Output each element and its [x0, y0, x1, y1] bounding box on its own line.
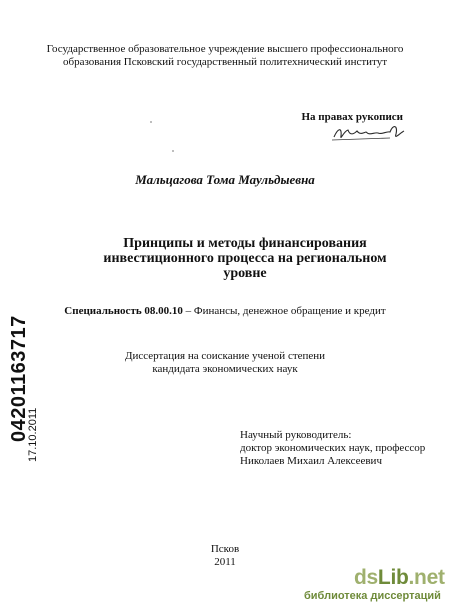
specialty-line [0, 305, 450, 317]
supervisor-block [240, 429, 425, 468]
specialty-label: Специальность 08.00.10 [64, 305, 183, 317]
institution-header [0, 43, 450, 69]
watermark-part-1: ds [354, 566, 378, 589]
stamp-number: 04201163717 [8, 315, 30, 442]
manuscript-rights-label: На правах рукописи [301, 111, 403, 123]
signature-image [330, 122, 408, 144]
supervisor-heading: Научный руководитель: [240, 429, 352, 441]
watermark-logo [354, 566, 445, 590]
scan-speck [172, 150, 174, 152]
degree-statement [0, 350, 450, 376]
scan-speck [150, 121, 152, 123]
dissertation-title [95, 236, 395, 281]
title-line-2: инвестиционного процесса на региональном [103, 251, 387, 266]
stamp-date: 17.10.2011 [27, 407, 39, 462]
institution-line-2: образования Псковский государственный политехнический институт [63, 56, 387, 68]
year: 2011 [214, 556, 236, 568]
city: Псков [210, 543, 240, 555]
supervisor-degree: доктор экономических наук, профессор [240, 442, 426, 454]
watermark-subtitle: библиотека диссертаций [304, 590, 441, 602]
degree-line-1: Диссертация на соискание ученой степени [124, 350, 326, 362]
watermark-part-2: Lib [377, 566, 409, 589]
supervisor-name: Николаев Михаил Алексеевич [240, 455, 382, 467]
title-line-1: Принципы и методы финансирования [123, 236, 367, 251]
institution-line-1: Государственное образовательное учреждение высшего профессионального [46, 43, 404, 55]
author-name: Мальцагова Тома Маульдыевна [135, 172, 315, 187]
watermark-part-3: .net [408, 566, 445, 589]
title-line-3: уровне [223, 266, 267, 281]
specialty-text: – Финансы, денежное обращение и кредит [182, 305, 386, 317]
degree-line-2: кандидата экономических наук [152, 363, 298, 375]
